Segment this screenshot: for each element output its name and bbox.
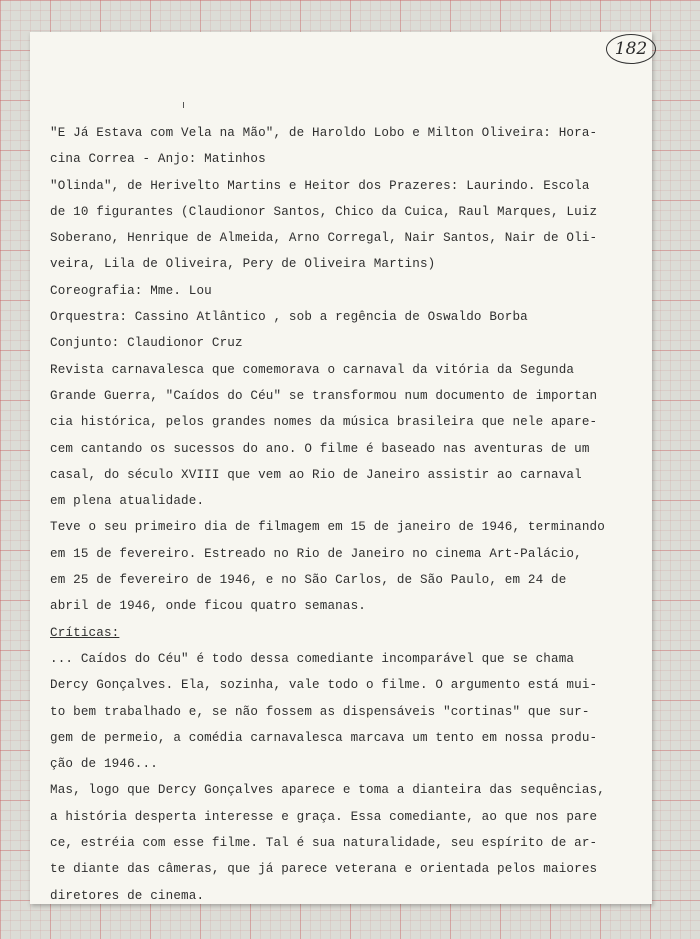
text-line: casal, do século XVIII que vem ao Rio de Janeiro assistir ao carnaval [50, 467, 582, 482]
text-line: abril de 1946, onde ficou quatro semanas. [50, 599, 367, 614]
text-line: Soberano, Henrique de Almeida, Arno Corregal, Nair Santos, Nair de Oli- [50, 231, 598, 246]
text-line: cem cantando os sucessos do ano. O filme é baseado nas aventuras de um [50, 441, 590, 456]
text-line: Conjunto: Claudionor Cruz [50, 336, 243, 351]
text-line: em 25 de fevereiro de 1946, e no São Carlos, de São Paulo, em 24 de [50, 573, 567, 588]
text-line: Grande Guerra, "Caídos do Céu" se transformou num documento de importan [50, 388, 598, 403]
text-line: a história desperta interesse e graça. Essa comediante, ao que nos pare [50, 809, 598, 824]
text-line: ção de 1946... [50, 757, 158, 772]
text-line: de 10 figurantes (Claudionor Santos, Chico da Cuica, Raul Marques, Luiz [50, 204, 598, 219]
text-line: te diante das câmeras, que já parece veterana e orientada pelos maiores [50, 862, 598, 877]
text-line: Dercy Gonçalves. Ela, sozinha, vale todo o filme. O argumento está mui- [50, 678, 598, 693]
text-line: cina Correa - Anjo: Matinhos [50, 152, 266, 167]
text-line: Orquestra: Cassino Atlântico , sob a regência de Oswaldo Borba [50, 310, 528, 325]
text-line: Revista carnavalesca que comemorava o carnaval da vitória da Segunda [50, 362, 575, 377]
document-body [50, 120, 630, 909]
pen-mark [183, 102, 184, 108]
text-line: em 15 de fevereiro. Estreado no Rio de Janeiro no cinema Art-Palácio, [50, 546, 582, 561]
text-line: ce, estréia com esse filme. Tal é sua naturalidade, seu espírito de ar- [50, 836, 598, 851]
text-line: Mas, logo que Dercy Gonçalves aparece e toma a dianteira das sequências, [50, 783, 605, 798]
text-line: em plena atualidade. [50, 494, 205, 509]
text-line: veira, Lila de Oliveira, Pery de Oliveira Martins) [50, 257, 436, 272]
text-line: diretores de cinema. [50, 888, 205, 903]
text-line: cia histórica, pelos grandes nomes da música brasileira que nele apare- [50, 415, 598, 430]
page-number: 182 [606, 34, 656, 64]
text-line: ... Caídos do Céu" é todo dessa comediante incomparável que se chama [50, 651, 575, 666]
text-line: "E Já Estava com Vela na Mão", de Haroldo Lobo e Milton Oliveira: Hora- [50, 126, 598, 140]
text-line: Teve o seu primeiro dia de filmagem em 15 de janeiro de 1946, terminando [50, 520, 605, 535]
text-line: gem de permeio, a comédia carnavalesca marcava um tento em nossa produ- [50, 730, 598, 745]
section-heading-criticas: Críticas: [50, 625, 120, 640]
text-line: to bem trabalhado e, se não fossem as dispensáveis "cortinas" que sur- [50, 704, 590, 719]
text-line: "Olinda", de Herivelto Martins e Heitor dos Prazeres: Laurindo. Escola [50, 178, 590, 193]
text-line: Coreografia: Mme. Lou [50, 283, 212, 298]
